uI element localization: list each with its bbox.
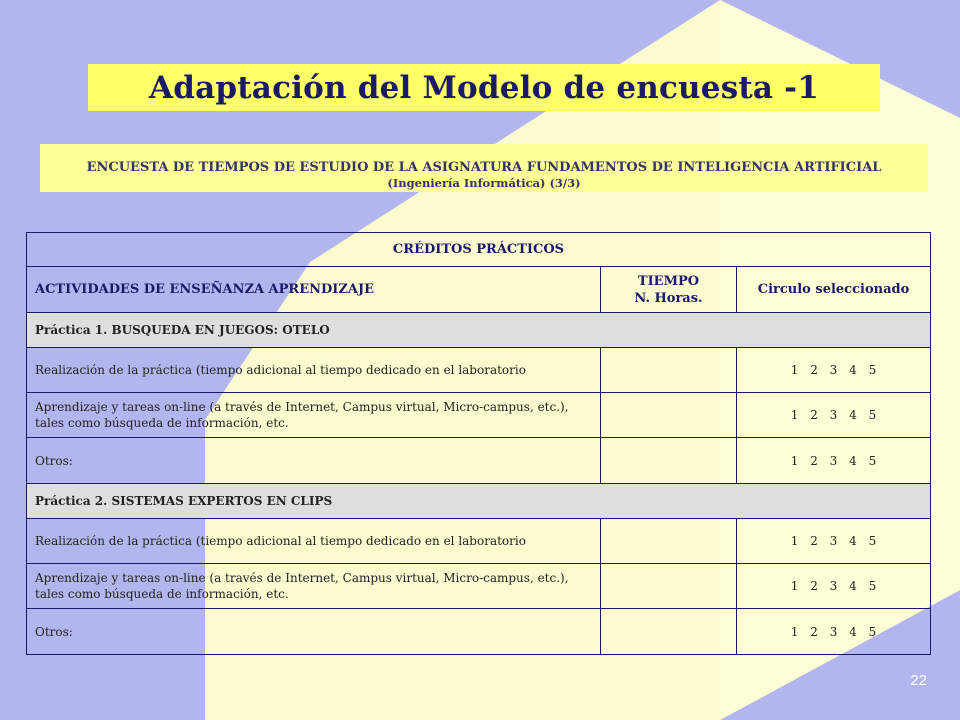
hours-cell[interactable] <box>601 438 737 484</box>
survey-subtitle: ENCUESTA DE TIEMPOS DE ESTUDIO DE LA ASIGNATURA FUNDAMENTOS DE INTELIGENCIA ARTIFICIAL <box>86 160 882 175</box>
page-number: 22 <box>910 672 927 689</box>
time-column-header <box>601 267 737 313</box>
activity-description: Realización de la práctica (tiempo adicional al tiempo dedicado en el laboratorio <box>27 519 601 564</box>
activity-description: Aprendizaje y tareas on-line (a través de Internet, Campus virtual, Micro-campus, etc.), tales como búsqueda de información, etc. <box>27 393 601 438</box>
survey-degree: (Ingeniería Informática) (3/3) <box>387 176 581 190</box>
activity-description: Aprendizaje y tareas on-line (a través de Internet, Campus virtual, Micro-campus, etc.), tales como búsqueda de información, etc. <box>27 564 601 609</box>
rating-scale[interactable]: 1 2 3 4 5 <box>737 609 931 655</box>
hours-cell[interactable] <box>601 348 737 393</box>
section-title: Práctica 1. BUSQUEDA EN JUEGOS: OTELO <box>27 313 931 348</box>
survey-subtitle-banner <box>40 144 928 192</box>
hours-cell[interactable] <box>601 564 737 609</box>
hours-cell[interactable] <box>601 519 737 564</box>
survey-table <box>26 232 931 655</box>
rating-scale[interactable]: 1 2 3 4 5 <box>737 519 931 564</box>
title-banner <box>88 64 880 111</box>
table-row <box>27 564 931 609</box>
table-row <box>27 438 931 484</box>
section-row <box>27 313 931 348</box>
activities-column-header: ACTIVIDADES DE ENSEÑANZA APRENDIZAJE <box>27 267 601 313</box>
section-row <box>27 484 931 519</box>
slide-title: Adaptación del Modelo de encuesta -1 <box>148 69 820 106</box>
activity-description: Otros: <box>27 438 601 484</box>
section-title: Práctica 2. SISTEMAS EXPERTOS EN CLIPS <box>27 484 931 519</box>
credits-header: CRÉDITOS PRÁCTICOS <box>27 233 931 267</box>
table-row <box>27 609 931 655</box>
table-row <box>27 519 931 564</box>
activity-description: Realización de la práctica (tiempo adicional al tiempo dedicado en el laboratorio <box>27 348 601 393</box>
activity-description: Otros: <box>27 609 601 655</box>
credits-header-row <box>27 233 931 267</box>
rating-scale[interactable]: 1 2 3 4 5 <box>737 348 931 393</box>
circle-column-header: Circulo seleccionado <box>737 267 931 313</box>
rating-scale[interactable]: 1 2 3 4 5 <box>737 393 931 438</box>
column-header-row <box>27 267 931 313</box>
hours-cell[interactable] <box>601 393 737 438</box>
time-header-line2: N. Horas. <box>634 290 703 306</box>
rating-scale[interactable]: 1 2 3 4 5 <box>737 564 931 609</box>
table-row <box>27 393 931 438</box>
table-row <box>27 348 931 393</box>
hours-cell[interactable] <box>601 609 737 655</box>
time-header-line1: TIEMPO <box>637 273 700 289</box>
rating-scale[interactable]: 1 2 3 4 5 <box>737 438 931 484</box>
